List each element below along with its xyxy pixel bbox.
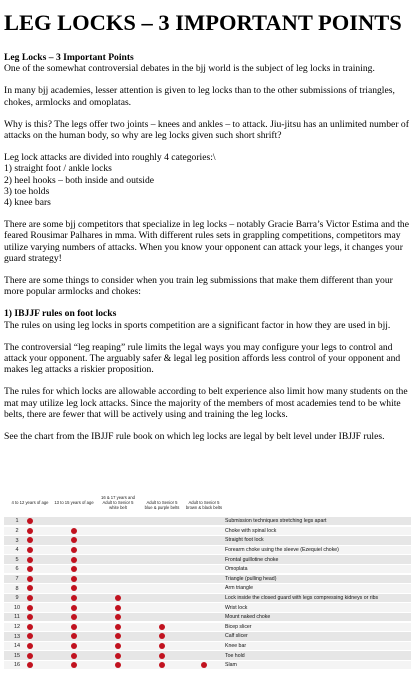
- allowed-dot: [71, 557, 77, 563]
- technique-label: Arm triangle: [225, 585, 253, 592]
- section-paragraph-1: The rules on using leg locks in sports competition are a significant factor in how they are used in bjj.: [4, 319, 391, 331]
- table-row: [4, 632, 411, 640]
- row-number: 9: [15, 595, 19, 602]
- allowed-dot: [159, 624, 165, 630]
- category-item: 4) knee bars: [4, 197, 51, 209]
- allowed-dot: [27, 653, 33, 659]
- table-row: [4, 536, 411, 544]
- row-number: 14: [13, 643, 21, 650]
- technique-label: Toe hold: [225, 652, 245, 659]
- row-number: 6: [15, 566, 19, 573]
- table-row: [4, 623, 411, 631]
- row-number: 13: [13, 633, 21, 640]
- allowed-dot: [27, 624, 33, 630]
- page-title: LEG LOCKS – 3 IMPORTANT POINTS: [4, 10, 402, 35]
- column-header: 16 & 17 years and Adult to Senior 5 white belt: [101, 495, 135, 510]
- allowed-dot: [159, 653, 165, 659]
- row-number: 1: [15, 518, 19, 525]
- row-number: 7: [15, 576, 19, 582]
- paragraph-5: There are some bjj competitors that specialize in leg locks – notably Gracie Barra’s Victor Estima and the feared Rousimar Palhares in mma. With different rules sets in grappling competitions, competitors may utilize varying numbers of attacks. When you know your opponent can attack your legs, it changes your guard strategy!: [4, 219, 409, 264]
- technique-label: Forearm choke using the sleeve (Ezequiel choke): [225, 547, 339, 553]
- row-number: 10: [13, 604, 21, 611]
- allowed-dot: [71, 643, 77, 649]
- column-header: Adult to Senior 5 blue & purple belts: [144, 500, 180, 510]
- row-number: 4: [15, 547, 19, 554]
- allowed-dot: [115, 605, 121, 611]
- allowed-dot: [115, 624, 121, 630]
- table-row: [4, 555, 411, 563]
- technique-label: Omoplata: [225, 566, 248, 573]
- section-heading: 1) IBJJF rules on foot locks: [4, 308, 117, 320]
- row-number: 12: [13, 624, 21, 630]
- row-number: 8: [15, 585, 19, 592]
- row-number: 11: [14, 614, 20, 621]
- allowed-dot: [27, 605, 33, 611]
- technique-label: Mount naked choke: [225, 614, 271, 621]
- allowed-dot: [115, 653, 121, 659]
- technique-label: Wrist lock: [225, 604, 248, 611]
- column-header: 13 to 15 years of age: [54, 500, 94, 505]
- table-row: [4, 651, 411, 659]
- allowed-dot: [71, 595, 77, 601]
- table-row: [4, 565, 411, 573]
- table-row: [4, 575, 411, 583]
- allowed-dot: [27, 557, 33, 563]
- table-row: [4, 546, 411, 554]
- technique-label: Triangle (pulling head): [225, 575, 277, 582]
- ibjjf-rules-chart: [4, 495, 411, 676]
- allowed-dot: [71, 653, 77, 659]
- paragraph-6: There are some things to consider when you train leg submissions that make them different than your more popular armlocks and chokes:: [4, 275, 393, 298]
- allowed-dot: [115, 643, 121, 649]
- technique-label: Bicep slicer: [225, 623, 252, 630]
- paragraph-2: In many bjj academies, lesser attention is given to leg locks than to the other submissions of triangles, chokes, armlocks and omoplatas.: [4, 85, 395, 108]
- categories-block: [4, 152, 411, 208]
- technique-label: Knee bar: [225, 643, 247, 649]
- table-row: [4, 527, 411, 535]
- technique-label: Submission techniques stretching legs apart: [225, 518, 327, 525]
- allowed-dot: [115, 595, 121, 601]
- allowed-dot: [27, 576, 33, 582]
- allowed-dot: [27, 547, 33, 553]
- row-number: 2: [15, 528, 19, 534]
- technique-label: Slam: [225, 662, 237, 669]
- technique-label: Calf slicer: [225, 633, 248, 640]
- section-paragraph-3: The rules for which locks are allowable according to belt experience also limit how many students on the mat may utilize leg lock attacks. Since the majority of the members of most academies tend to be white belts, there are fewer that will be actively using and training the leg locks.: [4, 386, 408, 420]
- row-number: 5: [15, 556, 19, 563]
- allowed-dot: [27, 595, 33, 601]
- category-item: 1) straight foot / ankle locks: [4, 163, 112, 175]
- category-item: 2) heel hooks – both inside and outside: [4, 174, 155, 186]
- paragraph-3: Why is this? The legs offer two joints – knees and ankles – to attack. Jiu-jitsu has an unlimited number of attacks on the human body, so why are leg locks given such short shrift?: [4, 118, 409, 142]
- table-row: [4, 603, 411, 611]
- allowed-dot: [71, 547, 77, 553]
- row-number: 3: [15, 537, 19, 544]
- table-row: [4, 584, 411, 592]
- column-header: Adult to Senior 5 brown & black belts: [185, 500, 223, 510]
- allowed-dot: [27, 528, 33, 534]
- section-paragraph-4: See the chart from the IBJJF rule book on which leg locks are legal by belt level under IBJJF rules.: [4, 431, 385, 443]
- technique-label: Frontal guillotine choke: [225, 556, 279, 563]
- table-row: [4, 517, 411, 525]
- allowed-dot: [27, 643, 33, 649]
- allowed-dot: [71, 528, 77, 534]
- article-body: [4, 52, 411, 453]
- allowed-dot: [71, 624, 77, 630]
- row-number: 16: [13, 662, 21, 669]
- section-paragraph-2: The controversial “leg reaping” rule limits the legal ways you may configure your legs to control and attack your opponent. The arguably safer & legal leg position affords less control of your opponent and makes leg attacks a riskier proposition.: [4, 341, 401, 376]
- intro-paragraph: One of the somewhat controversial debates in the bjj world is the subject of leg locks in training.: [4, 63, 375, 75]
- technique-label: Lock inside the closed guard with legs compressing kidneys or ribs: [225, 595, 379, 601]
- article-subtitle: Leg Locks – 3 Important Points: [4, 52, 134, 63]
- column-header: 4 to 12 years of age: [11, 500, 49, 505]
- technique-label: Choke with spinal lock: [225, 527, 277, 534]
- categories-intro: Leg lock attacks are divided into roughly 4 categories:\: [4, 152, 216, 164]
- technique-label: Straight foot lock: [225, 537, 264, 544]
- table-row: [4, 661, 411, 669]
- allowed-dot: [159, 643, 165, 649]
- allowed-dot: [71, 605, 77, 611]
- table-row: [4, 613, 411, 621]
- allowed-dot: [71, 576, 77, 582]
- row-number: 15: [13, 652, 21, 659]
- table-row: [4, 642, 411, 650]
- category-item: 3) toe holds: [4, 185, 50, 197]
